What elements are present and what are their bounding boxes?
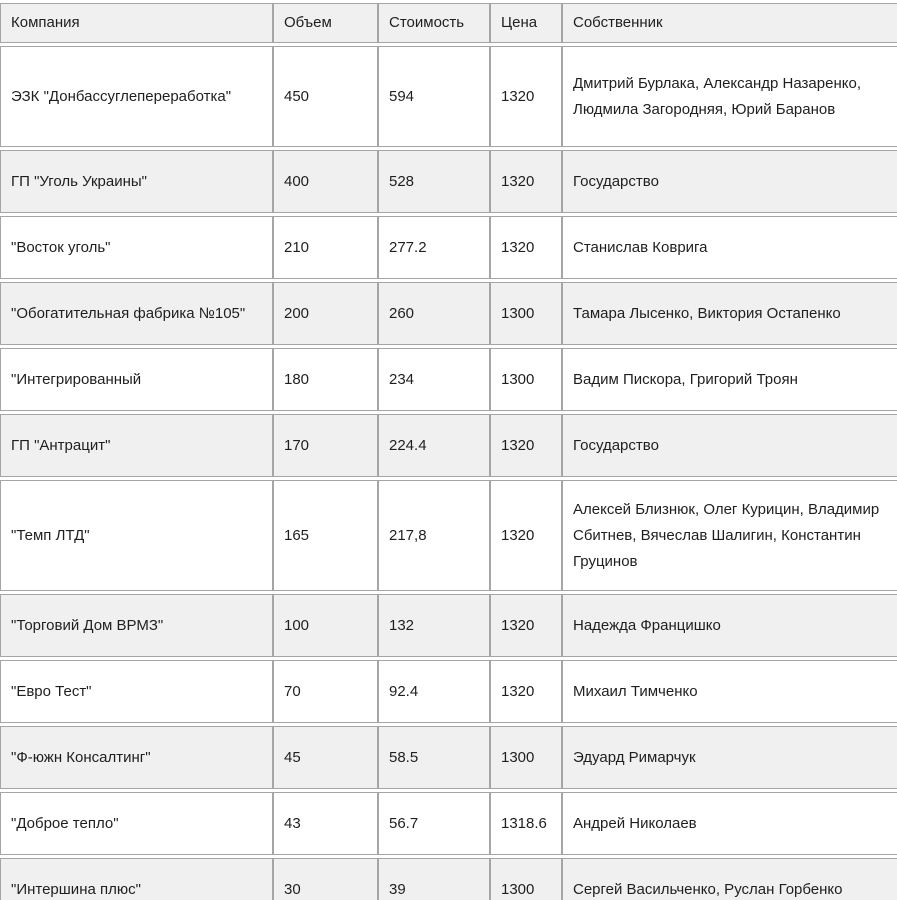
volume-cell: 400 xyxy=(273,150,378,213)
company-cell: "Торговий Дом ВРМЗ" xyxy=(0,594,273,657)
price-cell: 1318.6 xyxy=(490,792,562,855)
table-row xyxy=(0,858,897,900)
company-cell: "Евро Тест" xyxy=(0,660,273,723)
table-row xyxy=(0,660,897,723)
price-cell: 1320 xyxy=(490,480,562,591)
owner-cell: Вадим Пискора, Григорий Троян xyxy=(562,348,897,411)
company-cell: "Интершина плюс" xyxy=(0,858,273,900)
volume-cell: 100 xyxy=(273,594,378,657)
cost-cell: 234 xyxy=(378,348,490,411)
owner-cell: Дмитрий Бурлака, Александр Назаренко, Людмила Загородняя, Юрий Баранов xyxy=(562,46,897,147)
owner-cell: Андрей Николаев xyxy=(562,792,897,855)
volume-cell: 450 xyxy=(273,46,378,147)
column-header-company: Компания xyxy=(0,3,273,43)
price-cell: 1320 xyxy=(490,150,562,213)
volume-cell: 165 xyxy=(273,480,378,591)
table-row xyxy=(0,726,897,789)
owner-cell: Сергей Васильченко, Руслан Горбенко xyxy=(562,858,897,900)
price-cell: 1320 xyxy=(490,594,562,657)
price-cell: 1300 xyxy=(490,282,562,345)
price-cell: 1300 xyxy=(490,726,562,789)
price-cell: 1300 xyxy=(490,858,562,900)
company-cell: ГП "Уголь Украины" xyxy=(0,150,273,213)
volume-cell: 43 xyxy=(273,792,378,855)
column-header-cost: Стоимость xyxy=(378,3,490,43)
company-cell: "Доброе тепло" xyxy=(0,792,273,855)
price-cell: 1300 xyxy=(490,348,562,411)
owner-cell: Надежда Францишко xyxy=(562,594,897,657)
company-cell: "Интегрированный xyxy=(0,348,273,411)
price-cell: 1320 xyxy=(490,46,562,147)
company-cell: "Темп ЛТД" xyxy=(0,480,273,591)
cost-cell: 260 xyxy=(378,282,490,345)
table-row xyxy=(0,46,897,147)
table-row xyxy=(0,594,897,657)
column-header-price: Цена xyxy=(490,3,562,43)
price-cell: 1320 xyxy=(490,216,562,279)
owner-cell: Тамара Лысенко, Виктория Остапенко xyxy=(562,282,897,345)
volume-cell: 180 xyxy=(273,348,378,411)
company-cell: ЭЗК "Донбассуглепереработка" xyxy=(0,46,273,147)
owner-cell: Эдуард Римарчук xyxy=(562,726,897,789)
table-row xyxy=(0,414,897,477)
owner-cell: Станислав Коврига xyxy=(562,216,897,279)
volume-cell: 200 xyxy=(273,282,378,345)
volume-cell: 210 xyxy=(273,216,378,279)
cost-cell: 39 xyxy=(378,858,490,900)
price-cell: 1320 xyxy=(490,414,562,477)
company-cell: "Восток уголь" xyxy=(0,216,273,279)
company-cell: "Ф-южн Консалтинг" xyxy=(0,726,273,789)
cost-cell: 132 xyxy=(378,594,490,657)
company-cell: ГП "Антрацит" xyxy=(0,414,273,477)
cost-cell: 92.4 xyxy=(378,660,490,723)
company-cell: "Обогатительная фабрика №105" xyxy=(0,282,273,345)
cost-cell: 217,8 xyxy=(378,480,490,591)
table-header-row xyxy=(0,3,897,43)
table-row xyxy=(0,792,897,855)
owner-cell: Алексей Близнюк, Олег Курицин, Владимир Сбитнев, Вячеслав Шалигин, Константин Груцинов xyxy=(562,480,897,591)
volume-cell: 70 xyxy=(273,660,378,723)
table-row xyxy=(0,480,897,591)
volume-cell: 30 xyxy=(273,858,378,900)
cost-cell: 594 xyxy=(378,46,490,147)
cost-cell: 277.2 xyxy=(378,216,490,279)
owner-cell: Государство xyxy=(562,150,897,213)
column-header-owner: Собственник xyxy=(562,3,897,43)
owner-cell: Государство xyxy=(562,414,897,477)
price-cell: 1320 xyxy=(490,660,562,723)
cost-cell: 56.7 xyxy=(378,792,490,855)
cost-cell: 58.5 xyxy=(378,726,490,789)
volume-cell: 45 xyxy=(273,726,378,789)
table-row xyxy=(0,150,897,213)
volume-cell: 170 xyxy=(273,414,378,477)
table-row xyxy=(0,216,897,279)
table-row xyxy=(0,282,897,345)
column-header-volume: Объем xyxy=(273,3,378,43)
cost-cell: 224.4 xyxy=(378,414,490,477)
table-row xyxy=(0,348,897,411)
cost-cell: 528 xyxy=(378,150,490,213)
owner-cell: Михаил Тимченко xyxy=(562,660,897,723)
